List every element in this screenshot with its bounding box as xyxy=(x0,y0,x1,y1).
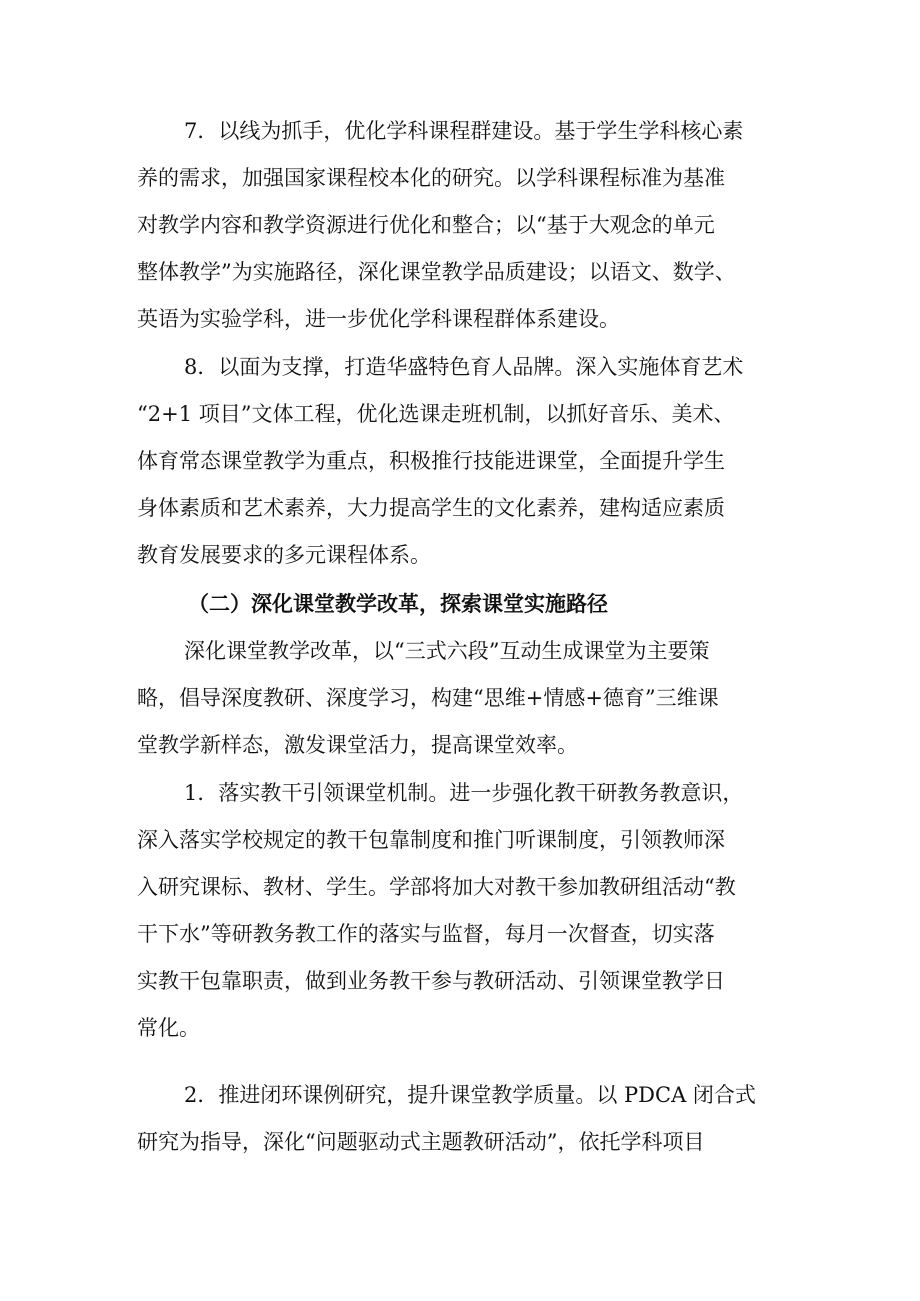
paragraph-1-line-5: 实教干包靠职责，做到业务教干参与教研活动、引领课堂教学日 xyxy=(137,969,725,993)
intro-line-1: 深化课堂教学改革，以“三式六段”互动生成课堂为主要策 xyxy=(184,639,710,663)
paragraph-8-line-3: 体育常态课堂教学为重点，积极推行技能进课堂，全面提升学生 xyxy=(137,449,725,473)
paragraph-2-line-2: 研究为指导，深化“问题驱动式主题教研活动”，依托学科项目 xyxy=(137,1130,705,1154)
paragraph-7-line-3: 对教学内容和教学资源进行优化和整合；以“基于大观念的单元 xyxy=(137,213,715,237)
paragraph-7-line-2: 养的需求，加强国家课程校本化的研究。以学科课程标准为基准 xyxy=(137,166,725,190)
paragraph-2-line-1: 2．推进闭环课例研究，提升课堂教学质量。以 PDCA 闭合式 xyxy=(184,1083,756,1107)
paragraph-8-line-2: “2+1 项目”文体工程，优化选课走班机制，以抓好音乐、美术、 xyxy=(137,402,735,426)
paragraph-1-line-6: 常化。 xyxy=(137,1016,200,1040)
paragraph-8-line-5: 教育发展要求的多元课程体系。 xyxy=(137,543,431,567)
section-heading: （二）深化课堂教学改革，探索课堂实施路径 xyxy=(188,591,608,616)
intro-line-3: 堂教学新样态，激发课堂活力，提高课堂效率。 xyxy=(137,733,578,757)
paragraph-7-line-1: 7．以线为抓手，优化学科课程群建设。基于学生学科核心素 xyxy=(184,119,744,143)
paragraph-1-line-4: 干下水”等研教务教工作的落实与监督，每月一次督查，切实落 xyxy=(137,922,715,946)
paragraph-7-line-4: 整体教学”为实施路径，深化课堂教学品质建设；以语文、数学、 xyxy=(137,260,736,284)
paragraph-7-line-5: 英语为实验学科，进一步优化学科课程群体系建设。 xyxy=(137,307,620,331)
paragraph-1-line-1: 1．落实教干引领课堂机制。进一步强化教干研教务教意识， xyxy=(184,781,744,805)
paragraph-8-line-1: 8．以面为支撑，打造华盛特色育人品牌。深入实施体育艺术 xyxy=(184,355,744,379)
paragraph-8-line-4: 身体素质和艺术素养，大力提高学生的文化素养，建构适应素质 xyxy=(137,496,725,520)
paragraph-1-line-3: 入研究课标、教材、学生。学部将加大对教干参加教研组活动“教 xyxy=(137,875,736,899)
paragraph-1-line-2: 深入落实学校规定的教干包靠制度和推门听课制度，引领教师深 xyxy=(137,828,725,852)
intro-line-2: 略，倡导深度教研、深度学习，构建“思维+情感+德育”三维课 xyxy=(137,686,719,710)
